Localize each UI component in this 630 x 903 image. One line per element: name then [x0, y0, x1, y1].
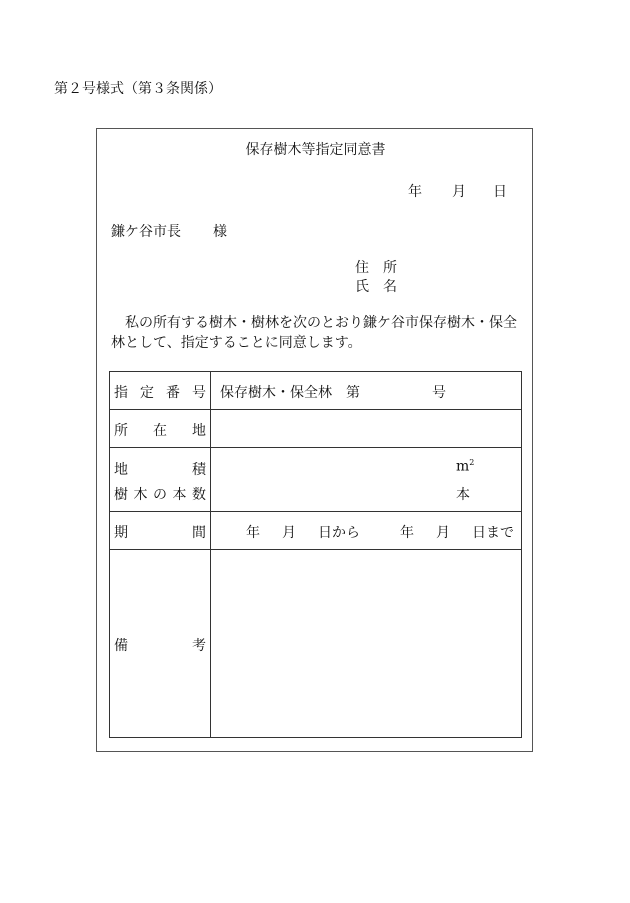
- period-start-day: 日から: [318, 525, 360, 541]
- designation-table: [109, 371, 522, 738]
- addressee-name: 鎌ケ谷市長: [111, 224, 181, 240]
- date-month-label: 月: [452, 184, 466, 200]
- consent-statement: 私の所有する樹木・樹林を次のとおり鎌ケ谷市保存樹木・保全林として、指定することに同意します。: [111, 315, 517, 351]
- period-end-day: 日まで: [472, 525, 514, 541]
- period-start-year: 年: [246, 525, 260, 541]
- form-frame: [96, 128, 533, 752]
- addressee-honorific: 様: [213, 224, 227, 240]
- location-label: 所 在 地: [114, 423, 206, 439]
- addressee: [111, 221, 227, 241]
- period-end-year: 年: [400, 525, 414, 541]
- form-number-label: 第２号様式（第３条関係）: [54, 81, 222, 97]
- name-label-2: 名: [383, 279, 397, 295]
- designation-text: 保存樹木・保全林 第: [220, 385, 360, 401]
- form-title: 保存樹木等指定同意書: [245, 142, 386, 158]
- period-label: 期 間: [114, 525, 206, 541]
- address-label-1: 住: [355, 260, 369, 276]
- table-row-divider: [110, 409, 521, 410]
- table-row-divider: [110, 549, 521, 550]
- address-label-2: 所: [383, 260, 397, 276]
- designation-suffix: 号: [432, 385, 446, 401]
- area-unit: $m^2$: [456, 458, 475, 475]
- area-label: 地 積: [114, 462, 206, 478]
- date-year-label: 年: [408, 184, 422, 200]
- table-column-divider: [210, 372, 211, 737]
- period-end-month: 月: [436, 525, 450, 541]
- date-day-label: 日: [493, 184, 507, 200]
- designation-number-label: 指 定 番 号: [114, 385, 206, 401]
- table-row-divider: [110, 447, 521, 448]
- name-label-1: 氏: [355, 279, 369, 295]
- table-row-divider: [110, 511, 521, 512]
- remarks-label: 備 考: [114, 638, 206, 654]
- tree-count-label: 樹 木 の 本 数: [114, 487, 206, 503]
- period-start-month: 月: [282, 525, 296, 541]
- tree-count-unit: 本: [456, 487, 470, 503]
